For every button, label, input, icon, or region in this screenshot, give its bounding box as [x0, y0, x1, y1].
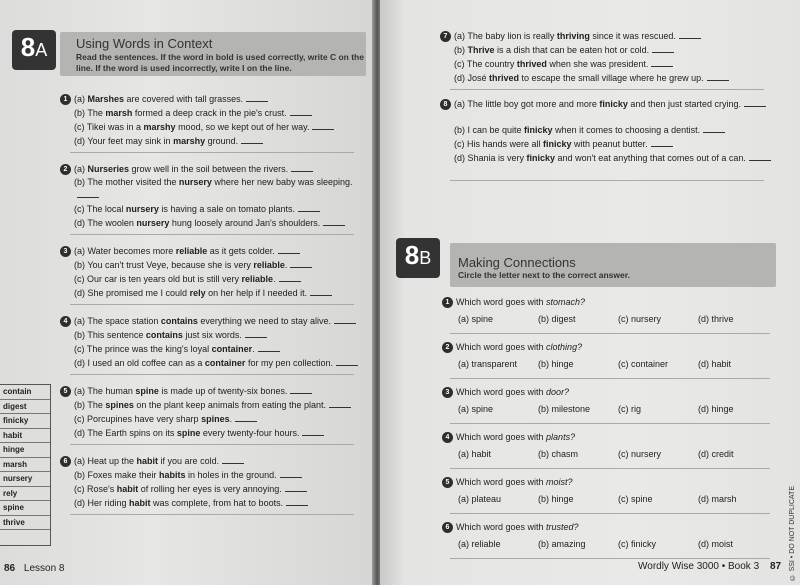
group-divider — [70, 444, 354, 445]
section-8b-instructions: Circle the letter next to the correct answer. — [458, 270, 630, 280]
word-list-item: contain — [0, 385, 50, 400]
prompt-text: Which word goes with — [456, 297, 547, 307]
sentence-text: (d) Your feet may sink in — [74, 136, 174, 146]
word-list-item: marsh — [0, 458, 50, 473]
answer-line[interactable] — [77, 189, 99, 198]
sentence-text: (b) I can be quite — [454, 124, 525, 135]
sentence-text: (c) Our car is ten years old but is still very — [74, 273, 242, 284]
answer-line[interactable] — [334, 315, 356, 324]
answer-option[interactable]: (b) hinge — [538, 359, 574, 369]
vocab-word: Thrive — [467, 45, 495, 55]
vocab-word: nursery — [136, 217, 170, 228]
vocab-word: finicky — [599, 99, 628, 109]
vocab-word: reliable — [175, 245, 208, 256]
sentence-text: (d) She promised me I could — [74, 287, 190, 298]
sentence-text: (b) The — [74, 399, 106, 410]
sentence-text: (c) Tikei was in a — [74, 122, 144, 132]
answer-option[interactable]: (d) habit — [698, 359, 732, 369]
sentence-item — [60, 163, 364, 176]
question-prompt — [442, 432, 575, 444]
sentence-text: with peanut butter. — [571, 138, 648, 149]
vocab-word: spines — [105, 399, 134, 410]
left-page — [0, 0, 375, 585]
vocab-word: spine — [135, 385, 159, 396]
sentence-text: (d) José — [454, 73, 490, 83]
question-number: 5 — [60, 386, 71, 397]
vocab-word: container — [211, 343, 253, 354]
answer-line[interactable] — [744, 98, 766, 107]
sentence-item — [60, 245, 364, 258]
answer-line[interactable] — [278, 245, 300, 254]
sentence-item — [74, 357, 364, 370]
lesson-label: Lesson 8 — [23, 563, 65, 574]
vocab-word: Marshes — [87, 94, 125, 104]
sentence-text: as it gets colder. — [207, 245, 275, 256]
answer-option[interactable]: (c) nursery — [618, 449, 662, 459]
prompt-text: Which word goes with — [456, 522, 547, 532]
vocab-word: nursery — [178, 177, 212, 187]
sentence-text: (d) The woolen — [74, 217, 137, 228]
answer-line[interactable] — [298, 203, 320, 212]
sentence-item — [440, 30, 774, 43]
word-list-box — [0, 384, 51, 546]
vocab-word: contains — [160, 315, 198, 326]
answer-line[interactable] — [291, 163, 313, 172]
vocab-word: reliable — [241, 273, 274, 284]
answer-option[interactable]: (d) moist — [698, 539, 734, 549]
sentence-text: are covered with tall grasses. — [124, 94, 244, 104]
word-list-item: habit — [0, 429, 50, 444]
question-number: 7 — [440, 31, 451, 42]
sentence-text: (c) The prince was the king's loyal — [74, 343, 212, 354]
sentence-text: every twenty-four hours. — [200, 427, 300, 438]
answer-line[interactable] — [222, 455, 244, 464]
answer-line[interactable] — [290, 107, 312, 116]
right-page — [380, 0, 800, 585]
answer-line[interactable] — [290, 259, 312, 268]
answer-line[interactable] — [279, 273, 301, 282]
question-number: 3 — [60, 246, 71, 257]
sentence-text: (a) Heat up the — [74, 455, 137, 466]
word-list-item: rely — [0, 487, 50, 502]
sentence-text: just six words. — [182, 329, 242, 340]
answer-line[interactable] — [235, 413, 257, 422]
sentence-text: grow well in the soil between the rivers. — [129, 164, 289, 174]
vocab-word: marshy — [173, 136, 206, 146]
question-divider — [450, 378, 770, 379]
sentence-text: in holes in the ground. — [185, 469, 277, 480]
sentence-text: . — [252, 343, 255, 354]
group-divider — [450, 180, 764, 181]
word-list-item: digest — [0, 400, 50, 415]
answer-option[interactable]: (d) hinge — [698, 404, 734, 414]
answer-option[interactable]: (a) spine — [458, 314, 494, 324]
answer-line[interactable] — [652, 44, 674, 53]
sentence-text: and then just started crying. — [627, 99, 741, 109]
question-prompt — [442, 297, 585, 309]
answer-option[interactable]: (c) container — [618, 359, 669, 369]
sentence-item — [74, 413, 364, 426]
sentence-text: (a) The little boy got more and more — [454, 99, 600, 109]
vocab-word: container — [204, 357, 246, 368]
sentence-item — [440, 98, 774, 111]
answer-line[interactable] — [302, 427, 324, 436]
vocab-word: habit — [129, 497, 151, 508]
question-prompt — [442, 522, 579, 534]
question-prompt — [442, 342, 582, 354]
answer-line[interactable] — [679, 30, 701, 39]
vocab-word: thriving — [556, 31, 590, 41]
sentence-item — [454, 72, 774, 85]
vocab-word: thrived — [516, 59, 547, 69]
sentence-text: . — [273, 273, 276, 284]
sentence-text: (b) Foxes make their — [74, 469, 160, 480]
prompt-target-word: trusted? — [546, 522, 579, 532]
question-number: 4 — [60, 316, 71, 327]
sentence-text: on her help if I needed it. — [205, 287, 308, 298]
vocab-word: reliable — [253, 259, 285, 270]
sentence-text: formed a deep crack in the pie's crust. — [132, 108, 287, 118]
answer-option[interactable]: (a) habit — [458, 449, 492, 459]
left-page-number: 86 — [4, 563, 16, 574]
sentence-text: (c) The local — [74, 203, 126, 214]
sentence-text: when it comes to choosing a dentist. — [552, 124, 701, 135]
sentence-item — [74, 135, 364, 148]
sentence-item — [74, 483, 364, 496]
sentence-item — [74, 343, 364, 356]
group-divider — [70, 374, 354, 375]
answer-option[interactable]: (b) milestone — [538, 404, 591, 414]
answer-option[interactable]: (c) nursery — [618, 314, 662, 324]
answer-option[interactable]: (b) hinge — [538, 494, 574, 504]
copyright-side-text: © SSI • DO NOT DUPLICATE — [789, 486, 796, 581]
question-number: 6 — [442, 522, 453, 533]
word-list-item: thrive — [0, 516, 50, 531]
sentence-item — [454, 152, 774, 165]
prompt-target-word: stomach? — [546, 297, 586, 307]
answer-line[interactable] — [323, 217, 345, 226]
answer-line[interactable] — [246, 93, 268, 102]
answer-line[interactable] — [329, 399, 351, 408]
word-list-item: spine — [0, 501, 50, 516]
sentence-item — [454, 124, 774, 137]
sentence-item — [74, 287, 364, 300]
prompt-target-word: door? — [546, 387, 570, 397]
group-divider — [70, 152, 354, 153]
question-prompt — [442, 477, 573, 489]
sentence-text: . — [229, 413, 233, 424]
prompt-target-word: clothing? — [546, 342, 583, 352]
answer-option[interactable]: (b) chasm — [538, 449, 579, 459]
sentence-text: (a) — [74, 94, 88, 104]
sentence-text: was complete, from hat to boots. — [150, 497, 284, 508]
sentence-item — [74, 259, 364, 272]
right-footer — [638, 561, 781, 572]
vocab-word: Nurseries — [87, 164, 130, 174]
sentence-text: (b) — [454, 45, 468, 55]
answer-option[interactable]: (c) finicky — [618, 539, 656, 549]
sentence-text: and won't eat anything that comes out of a can. — [555, 152, 746, 163]
question-divider — [450, 468, 770, 469]
answer-line[interactable] — [310, 287, 332, 296]
question-number: 1 — [442, 297, 453, 308]
vocab-word: habit — [116, 483, 139, 494]
section-8b-badge: 8 B — [396, 238, 440, 278]
prompt-text: Which word goes with — [456, 432, 547, 442]
answer-line[interactable] — [703, 124, 725, 133]
sentence-text: (a) The baby lion is really — [454, 31, 557, 41]
group-divider — [450, 89, 764, 90]
sentence-item — [60, 93, 364, 106]
sentence-item — [74, 399, 364, 412]
vocab-word: rely — [189, 287, 206, 298]
question-number: 1 — [60, 94, 71, 105]
sentence-text: (d) The Earth spins on its — [74, 427, 177, 438]
sentence-text: . — [284, 259, 288, 270]
group-divider — [70, 234, 354, 235]
answer-line[interactable] — [312, 121, 334, 130]
section-8a-instructions: Read the sentences. If the word in bold is used correctly, write C on the line. If the word is used incorrectly, write I on the line. — [76, 52, 364, 73]
prompt-target-word: moist? — [546, 477, 573, 487]
prompt-text: Which word goes with — [456, 342, 547, 352]
vocab-word: habit — [136, 455, 159, 466]
answer-option[interactable]: (a) reliable — [458, 539, 501, 549]
answer-option[interactable]: (a) spine — [458, 404, 494, 414]
question-number: 2 — [442, 342, 453, 353]
word-list-item: nursery — [0, 472, 50, 487]
sentence-item — [74, 329, 364, 342]
answer-option[interactable]: (d) credit — [698, 449, 734, 459]
answer-option[interactable]: (a) transparent — [458, 359, 518, 369]
sentence-text: (a) Water becomes more — [74, 245, 176, 256]
sentence-text: since it was rescued. — [589, 31, 676, 41]
vocab-word: thrived — [489, 73, 520, 83]
sentence-text: (d) Her riding — [74, 497, 130, 508]
sentence-text: is a dish that can be eaten hot or cold. — [494, 45, 650, 55]
vocab-word: spine — [176, 427, 201, 438]
sentence-text: (a) The space station — [74, 315, 161, 326]
question-number: 6 — [60, 456, 71, 467]
sentence-text: for my pen collection. — [245, 357, 333, 368]
answer-line[interactable] — [285, 483, 307, 492]
answer-line[interactable] — [651, 138, 673, 147]
question-prompt — [442, 387, 569, 399]
question-number: 2 — [60, 164, 71, 175]
sentence-text: if you are cold. — [158, 455, 220, 466]
sentence-text: (a) The human — [74, 385, 136, 396]
section-8b-title: Making Connections — [458, 255, 576, 270]
answer-line[interactable] — [258, 343, 280, 352]
question-number: 5 — [442, 477, 453, 488]
sentence-item — [74, 469, 364, 482]
sentence-text: (d) Shania is very — [454, 152, 527, 163]
sentence-text: ground. — [205, 136, 239, 146]
vocab-word: contains — [145, 329, 183, 340]
vocab-word: nursery — [125, 203, 159, 214]
sentence-text: is made up of twenty-six bones. — [158, 385, 288, 396]
question-divider — [450, 423, 770, 424]
sentence-item — [60, 455, 364, 468]
sentence-item — [74, 427, 364, 440]
sentence-item — [74, 177, 364, 201]
word-list-item: hinge — [0, 443, 50, 458]
sentence-text: (c) Porcupines have very sharp — [74, 413, 202, 424]
sentence-text: (b) The — [74, 108, 106, 118]
prompt-text: Which word goes with — [456, 477, 547, 487]
answer-line[interactable] — [749, 152, 771, 161]
answer-line[interactable] — [280, 469, 302, 478]
sentence-text: (b) The mother visited the — [74, 177, 179, 187]
word-list-item: finicky — [0, 414, 50, 429]
vocab-word: finicky — [524, 124, 553, 135]
vocab-word: marshy — [143, 122, 176, 132]
group-divider — [70, 304, 354, 305]
vocab-word: finicky — [543, 138, 572, 149]
answer-line[interactable] — [290, 385, 312, 394]
sentence-text: (c) The country — [454, 59, 517, 69]
question-divider — [450, 558, 770, 559]
sentence-item — [454, 44, 774, 57]
answer-line[interactable] — [286, 497, 308, 506]
answer-option[interactable]: (b) amazing — [538, 539, 586, 549]
book-label: Wordly Wise 3000 • Book 3 — [638, 561, 760, 572]
sentence-item — [74, 203, 364, 216]
answer-option[interactable]: (c) rig — [618, 404, 641, 414]
sentence-text: to escape the small village where he grew up. — [519, 73, 704, 83]
sentence-text: of rolling her eyes is very annoying. — [138, 483, 282, 494]
sentence-text: (b) You can't trust Veye, because she is very — [74, 259, 254, 270]
question-number: 4 — [442, 432, 453, 443]
sentence-item — [60, 385, 364, 398]
sentence-item — [454, 58, 774, 71]
answer-option[interactable]: (c) spine — [618, 494, 653, 504]
sentence-item — [74, 497, 364, 510]
answer-line[interactable] — [241, 135, 263, 144]
answer-line[interactable] — [245, 329, 267, 338]
answer-line[interactable] — [707, 72, 729, 81]
sentence-text: (a) — [74, 164, 88, 174]
question-divider — [450, 333, 770, 334]
answer-line[interactable] — [651, 58, 673, 67]
answer-option[interactable]: (a) plateau — [458, 494, 502, 504]
answer-line[interactable] — [336, 357, 358, 366]
sentence-item — [74, 217, 364, 230]
sentence-text: is having a sale on tomato plants. — [158, 203, 295, 214]
sentence-item — [74, 273, 364, 286]
sentence-text: (c) Rose's — [74, 483, 117, 494]
sentence-text: (c) His hands were all — [454, 138, 544, 149]
section-8a-title: Using Words in Context — [76, 36, 213, 51]
sentence-text: (d) I used an old coffee can as a — [74, 357, 205, 368]
sentence-item — [454, 138, 774, 151]
answer-option[interactable]: (d) marsh — [698, 494, 737, 504]
sentence-text: when she was president. — [546, 59, 649, 69]
question-number: 8 — [440, 99, 451, 110]
vocab-word: finicky — [526, 152, 556, 163]
sentence-item — [74, 107, 364, 120]
vocab-word: marsh — [105, 108, 133, 118]
right-page-number: 87 — [769, 561, 782, 572]
sentence-item — [60, 315, 364, 328]
answer-option[interactable]: (b) digest — [538, 314, 576, 324]
section-8a-badge: 8 A — [12, 30, 56, 70]
prompt-target-word: plants? — [546, 432, 576, 442]
vocab-word: spines — [201, 413, 230, 424]
group-divider — [70, 514, 354, 515]
sentence-text: mood, so we kept out of her way. — [175, 122, 310, 132]
sentence-text: hung loosely around Jan's shoulders. — [169, 217, 321, 228]
sentence-text: on the plant keep animals from eating the plant. — [133, 399, 326, 410]
question-divider — [450, 513, 770, 514]
sentence-item — [74, 121, 364, 134]
answer-option[interactable]: (d) thrive — [698, 314, 734, 324]
question-number: 3 — [442, 387, 453, 398]
sentence-text: where her new baby was sleeping. — [211, 177, 353, 187]
prompt-text: Which word goes with — [456, 387, 547, 397]
sentence-text: (b) This sentence — [74, 329, 146, 340]
vocab-word: habits — [159, 469, 186, 480]
sentence-text: everything we need to stay alive. — [197, 315, 331, 326]
left-footer — [4, 563, 65, 574]
